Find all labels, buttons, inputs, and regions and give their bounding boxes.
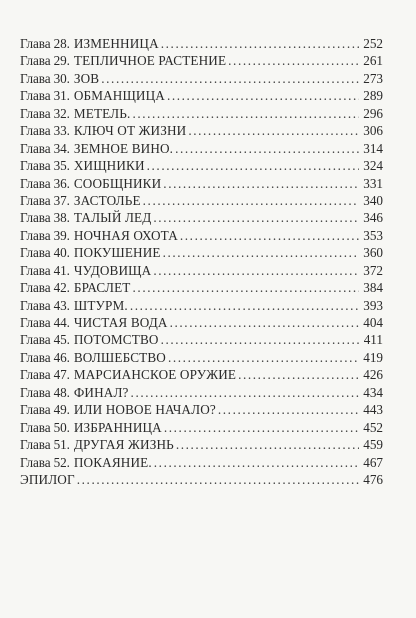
toc-page-number: 306 bbox=[363, 123, 383, 139]
toc-page-number: 459 bbox=[363, 437, 383, 453]
toc-chapter-title: ОБМАНЩИЦА bbox=[73, 88, 165, 104]
toc-page-number: 252 bbox=[363, 36, 383, 51]
toc-chapter-title: ТАЛЫЙ ЛЕД bbox=[73, 210, 152, 226]
toc-dot-leader bbox=[130, 297, 359, 314]
toc-chapter-number: Глава 51. bbox=[20, 437, 70, 453]
toc-dot-leader bbox=[131, 384, 359, 401]
toc-dot-leader bbox=[188, 122, 359, 139]
toc-chapter-title: КЛЮЧ ОТ ЖИЗНИ bbox=[73, 123, 187, 139]
toc-entry bbox=[20, 314, 383, 331]
toc-entry bbox=[20, 209, 383, 226]
toc-chapter-title: ИЗБРАННИЦА bbox=[73, 419, 162, 435]
toc-chapter-title: ЭПИЛОГ bbox=[20, 471, 75, 487]
toc-chapter-number: Глава 29. bbox=[20, 53, 70, 69]
toc-entry bbox=[20, 122, 383, 139]
toc-page-number: 324 bbox=[363, 158, 383, 174]
toc-entry bbox=[20, 401, 383, 418]
toc-entry bbox=[20, 471, 383, 488]
toc-dot-leader bbox=[168, 349, 359, 366]
toc-entry bbox=[20, 279, 383, 296]
toc-dot-leader bbox=[170, 314, 359, 331]
toc-page-number: 340 bbox=[363, 192, 383, 208]
toc-chapter-title: БРАСЛЕТ bbox=[73, 280, 131, 296]
toc-dot-leader bbox=[77, 471, 359, 488]
toc-entry bbox=[20, 52, 383, 69]
toc-entry bbox=[20, 436, 383, 453]
toc-chapter-number: Глава 38. bbox=[20, 210, 70, 226]
toc-dot-leader bbox=[238, 366, 359, 383]
toc-dot-leader bbox=[175, 140, 359, 157]
toc-page-number: 296 bbox=[363, 105, 383, 121]
toc-dot-leader bbox=[163, 244, 359, 261]
toc-chapter-number: Глава 39. bbox=[20, 227, 70, 243]
toc-chapter-number: Глава 31. bbox=[20, 88, 70, 104]
toc-chapter-title: ИЗМЕННИЦА bbox=[73, 36, 159, 51]
toc-dot-leader bbox=[180, 227, 359, 244]
toc-page-number: 452 bbox=[363, 419, 383, 435]
toc-chapter-number: Глава 41. bbox=[20, 262, 70, 278]
toc-entry bbox=[20, 105, 383, 122]
toc-chapter-title: ПОКАЯНИЕ. bbox=[73, 454, 152, 470]
toc-chapter-title: МЕТЕЛЬ. bbox=[73, 105, 131, 121]
toc-page-number: 393 bbox=[363, 297, 383, 313]
toc-chapter-title: ЗЕМНОЕ ВИНО. bbox=[73, 140, 174, 156]
toc-chapter-number: Глава 40. bbox=[20, 245, 70, 261]
toc-chapter-title: СООБЩНИКИ bbox=[73, 175, 162, 191]
toc-chapter-number: Глава 34. bbox=[20, 140, 70, 156]
toc-chapter-title: ФИНАЛ? bbox=[73, 384, 129, 400]
toc-page-number: 476 bbox=[363, 471, 383, 487]
toc-chapter-number: Глава 33. bbox=[20, 123, 70, 139]
toc-dot-leader bbox=[161, 35, 359, 52]
toc-chapter-title: МАРСИАНСКОЕ ОРУЖИЕ bbox=[73, 367, 237, 383]
toc-dot-leader bbox=[147, 157, 359, 174]
toc-chapter-title: ШТУРМ. bbox=[73, 297, 128, 313]
toc-dot-leader bbox=[228, 52, 359, 69]
toc-page-number: 372 bbox=[363, 262, 383, 278]
toc-page-number: 426 bbox=[363, 367, 383, 383]
toc-dot-leader bbox=[163, 175, 359, 192]
toc-page-number: 384 bbox=[363, 280, 383, 296]
toc-chapter-title: ДРУГАЯ ЖИЗНЬ bbox=[73, 437, 174, 453]
toc-dot-leader bbox=[176, 436, 359, 453]
toc-chapter-number: Глава 36. bbox=[20, 175, 70, 191]
toc-dot-leader bbox=[101, 70, 359, 87]
toc-chapter-number: Глава 42. bbox=[20, 280, 70, 296]
toc-page-number: 261 bbox=[363, 53, 383, 69]
toc-chapter-title: ЗОВ bbox=[73, 70, 100, 86]
toc-chapter-number: Глава 44. bbox=[20, 315, 70, 330]
toc-page-number: 360 bbox=[363, 245, 383, 261]
toc-entry bbox=[20, 297, 383, 314]
toc-dot-leader bbox=[143, 192, 359, 209]
toc-page-number: 467 bbox=[363, 454, 383, 470]
toc-page-number: 443 bbox=[363, 402, 383, 418]
toc-chapter-title: ПОТОМСТВО bbox=[73, 332, 159, 348]
toc-entry bbox=[20, 384, 383, 401]
toc-dot-leader bbox=[153, 262, 359, 279]
toc-dot-leader bbox=[161, 331, 359, 348]
toc-chapter-title: ХИЩНИКИ bbox=[73, 158, 145, 174]
toc-chapter-number: Глава 47. bbox=[20, 367, 70, 383]
toc-chapter-number: Глава 32. bbox=[20, 105, 70, 121]
toc-dot-leader bbox=[154, 454, 359, 471]
toc-chapter-number: Глава 37. bbox=[20, 192, 70, 208]
toc-page-number: 353 bbox=[363, 227, 383, 243]
toc-chapter-number: Глава 46. bbox=[20, 349, 70, 365]
toc-chapter-title: ЗАСТОЛЬЕ bbox=[73, 192, 141, 208]
toc-entry bbox=[20, 35, 383, 52]
toc-page-number: 273 bbox=[363, 70, 383, 86]
toc-page-number: 314 bbox=[363, 140, 383, 156]
toc-dot-leader bbox=[133, 279, 359, 296]
toc-chapter-number: Глава 50. bbox=[20, 419, 70, 435]
toc-chapter-number: Глава 48. bbox=[20, 384, 70, 400]
toc-chapter-title: ТЕПЛИЧНОЕ РАСТЕНИЕ bbox=[73, 53, 227, 69]
toc-entry bbox=[20, 157, 383, 174]
toc-entry bbox=[20, 454, 383, 471]
toc-entry bbox=[20, 262, 383, 279]
toc-entry bbox=[20, 419, 383, 436]
toc-chapter-number: Глава 52. bbox=[20, 454, 70, 470]
toc-entry bbox=[20, 366, 383, 383]
toc-page-number: 289 bbox=[363, 88, 383, 104]
toc-dot-leader bbox=[132, 105, 359, 122]
toc-page-number: 434 bbox=[363, 384, 383, 400]
toc-page-number: 419 bbox=[363, 349, 383, 365]
toc-page-number: 404 bbox=[363, 315, 383, 330]
toc-entry bbox=[20, 70, 383, 87]
toc-entry bbox=[20, 227, 383, 244]
toc-page-number: 331 bbox=[363, 175, 383, 191]
toc-chapter-title: ПОКУШЕНИЕ bbox=[73, 245, 161, 261]
toc-entry bbox=[20, 175, 383, 192]
toc-chapter-number: Глава 49. bbox=[20, 402, 70, 418]
table-of-contents bbox=[20, 35, 383, 488]
toc-chapter-number: Глава 35. bbox=[20, 158, 70, 174]
toc-entry bbox=[20, 331, 383, 348]
toc-chapter-number: Глава 30. bbox=[20, 70, 70, 86]
toc-chapter-title: ЧИСТАЯ ВОДА bbox=[73, 315, 168, 330]
toc-chapter-title: ВОЛШЕБСТВО bbox=[73, 349, 166, 365]
toc-entry bbox=[20, 192, 383, 209]
toc-page-number: 411 bbox=[363, 332, 383, 348]
toc-chapter-number: Глава 45. bbox=[20, 332, 70, 348]
toc-dot-leader bbox=[218, 401, 359, 418]
toc-page-number: 346 bbox=[363, 210, 383, 226]
toc-chapter-number: Глава 28. bbox=[20, 36, 70, 51]
toc-chapter-title: НОЧНАЯ ОХОТА bbox=[73, 227, 178, 243]
toc-entry bbox=[20, 244, 383, 261]
toc-chapter-title: ЧУДОВИЩА bbox=[73, 262, 152, 278]
toc-chapter-number: Глава 43. bbox=[20, 297, 70, 313]
toc-dot-leader bbox=[167, 87, 359, 104]
toc-dot-leader bbox=[153, 209, 359, 226]
toc-entry bbox=[20, 140, 383, 157]
toc-entry bbox=[20, 349, 383, 366]
toc-entry bbox=[20, 87, 383, 104]
toc-chapter-title: ИЛИ НОВОЕ НАЧАЛО? bbox=[73, 402, 216, 418]
toc-dot-leader bbox=[164, 419, 359, 436]
